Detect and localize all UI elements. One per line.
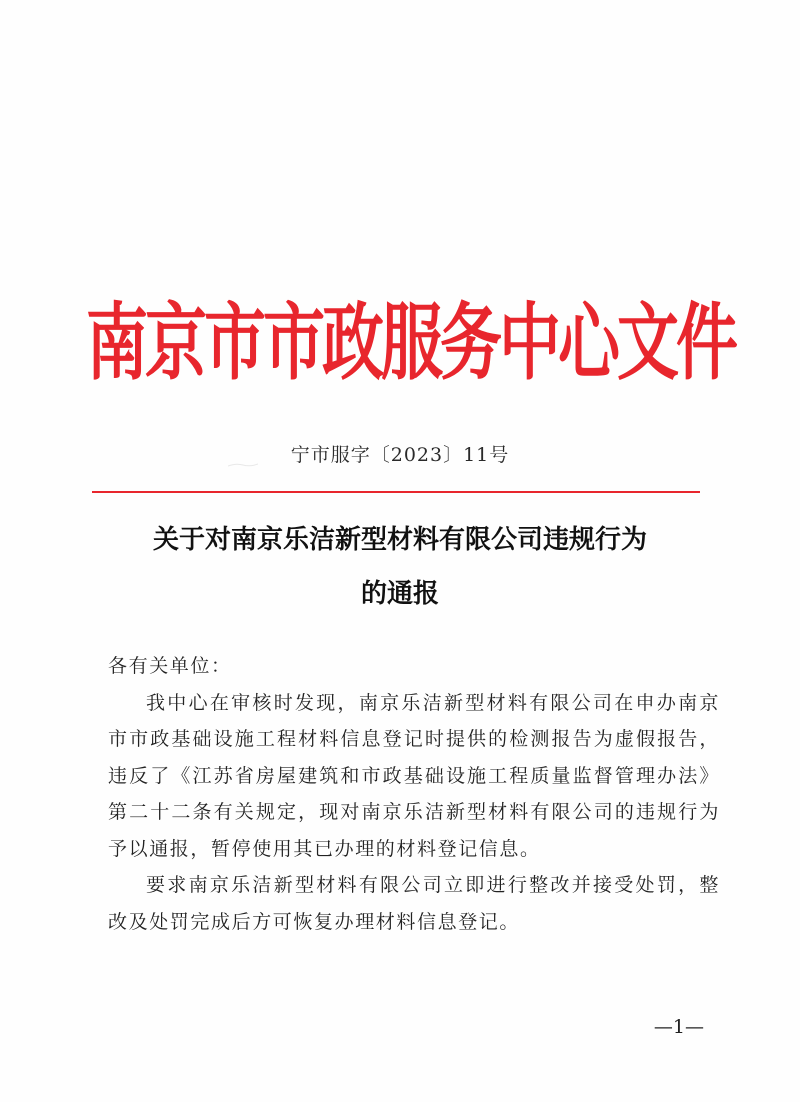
body-paragraph: 我中心在审核时发现，南京乐洁新型材料有限公司在申办南京市市政基础设施工程材料信息登记时提供的检测报告为虚假报告，违反了《江苏省房屋建筑和市政基础设施工程质量监督管理办法》第二十二条有关规定，现对南京乐洁新型材料有限公司的违规行为予以通报，暂停使用其已办理的材料登记信息。 — [108, 691, 720, 860]
document-number: 宁市服字〔2023〕11号 — [290, 444, 510, 466]
document-title-line-1: 关于对南京乐洁新型材料有限公司违规行为 — [152, 525, 647, 555]
document-masthead: 南京市市政服务中心文件 — [86, 293, 736, 392]
body-paragraph: 要求南京乐洁新型材料有限公司立即进行整改并接受处罚，整改及处罚完成后方可恢复办理材料信息登记。 — [108, 874, 720, 933]
document-body — [108, 648, 720, 940]
salutation: 各有关单位： — [108, 655, 232, 677]
scan-speck — [228, 462, 258, 468]
page-number: —1— — [653, 1016, 704, 1038]
document-title-line-2: 的通报 — [360, 579, 439, 609]
red-separator-rule — [92, 491, 700, 493]
document-title — [60, 513, 740, 621]
